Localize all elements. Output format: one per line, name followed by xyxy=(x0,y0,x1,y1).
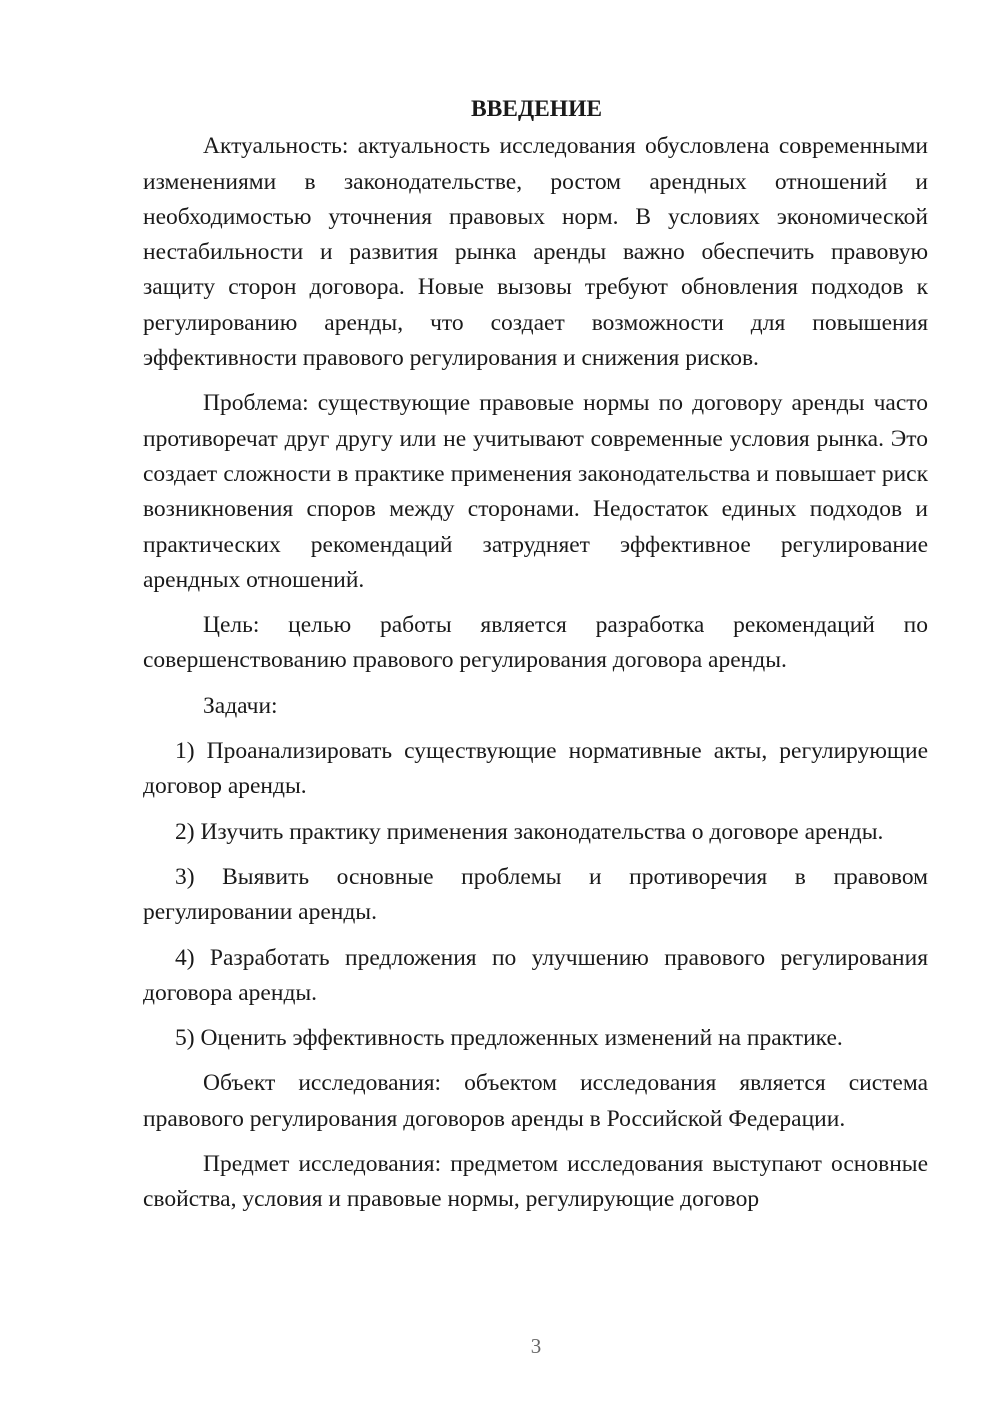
paragraph-relevance: Актуальность: актуальность исследования обусловлена современными изменениями в законодательстве, ростом арендных отношений и необходимостью уточнения правовых норм. В условиях экономической нестабильности и развития рынка аренды важно обеспечить правовую защиту сторон договора. Новые вызовы требуют обновления подходов к регулированию аренды, что создает возможности для повышения эффективности правового регулирования и снижения рисков. xyxy=(143,133,928,372)
task-item-3: 3) Выявить основные проблемы и противоречия в правовом регулировании аренды. xyxy=(143,863,928,926)
task-item-5: 5) Оценить эффективность предложенных изменений на практике. xyxy=(175,1025,843,1052)
paragraph-problem: Проблема: существующие правовые нормы по договору аренды часто противоречат друг другу или не учитывают современные условия рынка. Это создает сложности в практике применения законодательства и повышает риск возникновения споров между сторонами. Недостаток единых подходов и практических рекомендаций затрудняет эффективное регулирование арендных отношений. xyxy=(143,390,928,593)
task-item-1: 1) Проанализировать существующие нормативные акты, регулирующие договор аренды. xyxy=(143,738,928,800)
task-item-4: 4) Разработать предложения по улучшению правового регулирования договора аренды. xyxy=(143,944,928,1006)
tasks-heading: Задачи: xyxy=(203,692,278,719)
section-title: ВВЕДЕНИЕ xyxy=(470,96,603,122)
task-item-2: 2) Изучить практику применения законодательства о договоре аренды. xyxy=(175,818,884,845)
paragraph-goal: Цель: целью работы является разработка рекомендаций по совершенствованию правового регулирования договора аренды. xyxy=(143,612,928,674)
page-body xyxy=(143,92,928,1228)
page-number: 3 xyxy=(530,1334,542,1358)
paragraph-subject: Предмет исследования: предметом исследования выступают основные свойства, условия и правовые нормы, регулирующие договор xyxy=(143,1151,928,1213)
paragraph-object: Объект исследования: объектом исследования является система правового регулирования договоров аренды в Российской Федерации. xyxy=(143,1070,928,1132)
